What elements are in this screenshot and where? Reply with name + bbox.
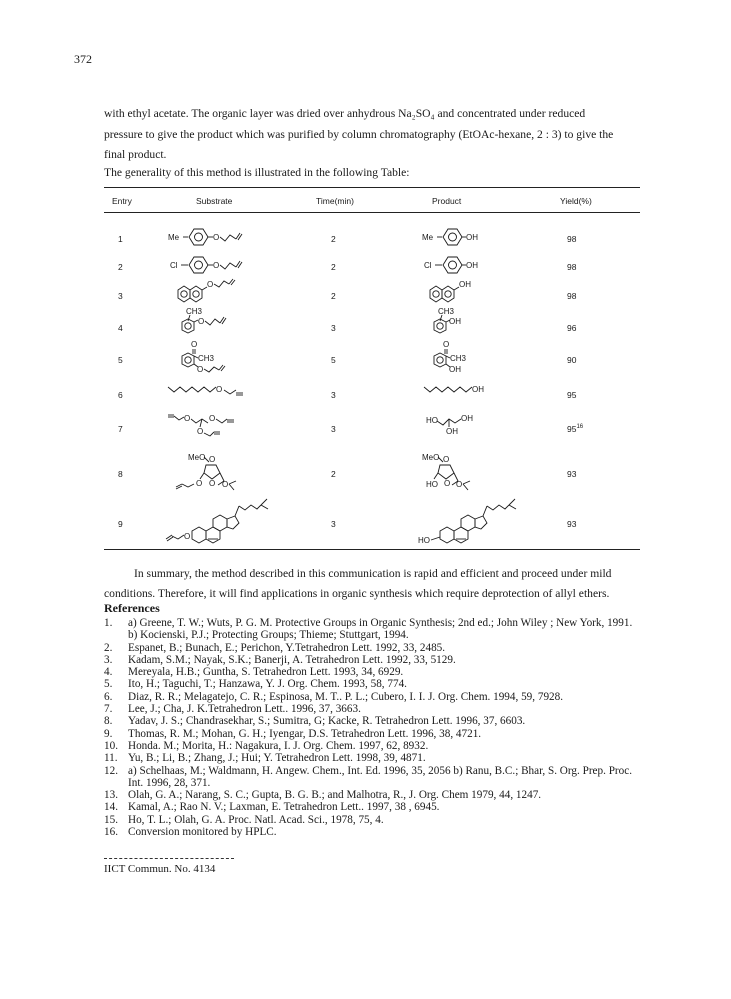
reference-text: Lee, J.; Cha, J. K.Tetrahedron Lett.. 1996, 37, 3663.: [128, 703, 361, 716]
reference-number: 12.: [104, 764, 118, 777]
reference-text: Yadav, J. S.; Chandrasekhar, S.; Sumitra, G; Kacke, R. Tetrahedron Lett. 1996, 37, 6603.: [128, 715, 526, 728]
reference-text: Kamal, A.; Rao N. V.; Laxman, E. Tetrahedron Lett.. 1997, 38 , 6945.: [128, 801, 440, 814]
entry-number: 7: [118, 424, 123, 434]
reference-text: Thomas, R. M.; Mohan, G. H.; Iyengar, D.S. Tetrahedron Lett. 1996, 38, 4721.: [128, 727, 482, 740]
product-structure: [426, 339, 486, 375]
reference-text: Ito, H.; Taguchi, T.; Hanzawa, Y. J. Org. Chem. 1993, 58, 774.: [128, 678, 407, 691]
header-entry: Entry: [112, 196, 132, 206]
substituent-label: MeO: [188, 453, 206, 462]
product-structure: [422, 381, 502, 401]
substrate-structure: [166, 381, 266, 401]
substrate-structure: [174, 339, 244, 375]
svg-text:O: O: [207, 280, 214, 289]
reference-number: 3.: [104, 653, 113, 666]
reference-item: [104, 703, 644, 715]
product-structure: [416, 493, 566, 547]
reference-item: [104, 678, 644, 690]
reference-item: [104, 801, 644, 813]
substituent-label: CH3: [438, 307, 455, 316]
svg-text:O: O: [216, 385, 223, 394]
table-caption: The generality of this method is illustrated in the following Table:: [104, 166, 410, 179]
reaction-time: 3: [331, 519, 336, 529]
reference-item: [104, 691, 644, 703]
svg-text:O: O: [209, 455, 216, 464]
hydroxyl-label: OH: [459, 280, 471, 289]
reaction-time: 3: [331, 424, 336, 434]
yield-value: 93: [567, 469, 577, 479]
svg-text:O: O: [197, 427, 204, 436]
entry-number: 8: [118, 469, 123, 479]
reference-item: [104, 666, 644, 678]
substrate-structure: [166, 223, 256, 249]
svg-text:O: O: [197, 365, 204, 374]
reference-number: 13.: [104, 789, 118, 802]
svg-text:O: O: [196, 479, 203, 488]
reference-number: 6.: [104, 690, 113, 703]
substrate-structure: [166, 451, 256, 493]
yield-reference: 16: [576, 424, 584, 431]
entry-number: 3: [118, 291, 123, 301]
svg-text:O: O: [443, 340, 450, 349]
hydroxyl-label: HO: [418, 536, 430, 545]
product-structure: [424, 275, 494, 309]
reference-item: [104, 814, 644, 826]
substituent-label: CH3: [186, 307, 203, 316]
reference-text: Kadam, S.M.; Nayak, S.K.; Banerji, A. Tetrahedron Lett. 1992, 33, 5129.: [128, 653, 456, 666]
substituent-label: CH3: [198, 354, 215, 363]
product-structure: [420, 223, 500, 249]
svg-text:O: O: [222, 480, 229, 489]
reference-text: Yu, B.; Li, B.; Zhang, J.; Hui; Y. Tetrahedron Lett. 1998, 39, 4871.: [128, 752, 426, 765]
yield-value: 93: [567, 519, 577, 529]
svg-text:O: O: [456, 480, 463, 489]
substrate-structure: [166, 409, 266, 443]
svg-text:O: O: [443, 455, 450, 464]
references-heading: References: [104, 601, 160, 615]
intro-line: final product.: [104, 148, 167, 161]
reference-number: 9.: [104, 727, 113, 740]
reference-number: 5.: [104, 678, 113, 691]
references-list: [104, 617, 644, 838]
reference-number: 8.: [104, 715, 113, 728]
intro-line: with ethyl acetate. The organic layer was dried over anhydrous Na₂SO₄ and concentrated under reduced: [104, 107, 586, 120]
table-header-rule: [104, 212, 640, 213]
intro-paragraph: [104, 104, 640, 166]
svg-text:O: O: [444, 479, 451, 488]
svg-text:O: O: [184, 532, 191, 541]
reference-number: 2.: [104, 641, 113, 654]
hydroxyl-label: OH: [446, 427, 458, 436]
reaction-time: 2: [331, 234, 336, 244]
reference-text: Espanet, B.; Bunach, E.; Perichon, Y.Tetrahedron Lett. 1992, 33, 2485.: [128, 641, 446, 654]
header-product: Product: [432, 196, 462, 206]
references-section: [104, 601, 644, 838]
intro-line: pressure to give the product which was purified by column chromatography (EtOAc-hexane, 2 : 3) to give the: [104, 127, 614, 141]
substituent-label: HO: [426, 416, 438, 425]
yield-value: 96: [567, 323, 577, 333]
substituent-label: Cl: [170, 261, 178, 270]
reference-item: [104, 654, 644, 666]
hydroxyl-label: OH: [466, 233, 478, 242]
entry-number: 6: [118, 390, 123, 400]
substituent-label: Cl: [424, 261, 432, 270]
reference-number: 7.: [104, 703, 113, 716]
yield-value: 90: [567, 355, 577, 365]
substituent-label: Me: [168, 233, 180, 242]
substrate-structure: [174, 305, 244, 339]
reaction-time: 2: [331, 262, 336, 272]
substituent-label: CH3: [450, 354, 467, 363]
yield-value: 98: [567, 262, 577, 272]
reference-item: [104, 715, 644, 727]
reference-item: [104, 617, 644, 642]
hydroxyl-label: OH: [466, 261, 478, 270]
reference-item: [104, 752, 644, 764]
svg-text:O: O: [191, 340, 198, 349]
svg-text:O: O: [209, 414, 216, 423]
footnote: IICT Commun. No. 4134: [104, 863, 216, 875]
reference-number: 1.: [104, 617, 113, 629]
product-structure: [426, 305, 486, 339]
table-top-rule: [104, 187, 640, 188]
hydroxyl-label: HO: [426, 480, 438, 489]
yield-number: 95: [567, 424, 577, 434]
hydroxyl-label: OH: [472, 385, 484, 394]
reference-text: a) Greene, T. W.; Wuts, P. G. M. Protective Groups in Organic Synthesis; 2nd ed.; John Wiley ; New York, 1991. b) Kocienski, P.J.; Protecting Groups; Thieme; Stuttgart, 1994.: [128, 617, 633, 642]
reaction-time: 2: [331, 291, 336, 301]
substituent-label: MeO: [422, 453, 440, 462]
yield-value: 95: [567, 390, 577, 400]
product-structure: [420, 451, 500, 493]
table-bottom-rule: [104, 549, 640, 550]
substrate-structure: [172, 275, 242, 309]
summary-paragraph: [104, 564, 640, 603]
reference-number: 11.: [104, 752, 118, 765]
reference-number: 16.: [104, 826, 118, 839]
page-number: 372: [74, 52, 92, 66]
reference-number: 4.: [104, 666, 113, 679]
summary-line: conditions. Therefore, it will find applications in organic synthesis which require deprotection of allyl ethers.: [104, 586, 610, 600]
reference-text: a) Schelhaas, M.; Waldmann, H. Angew. Chem., Int. Ed. 1996, 35, 2056 b) Ranu, B.C.; Bhar, S. Org. Prep. Proc. Int. 1996, 28, 371.: [128, 764, 633, 789]
reference-item: [104, 765, 644, 790]
product-structure: [424, 409, 504, 443]
yield-value: 98: [567, 234, 577, 244]
svg-text:O: O: [213, 233, 220, 242]
reference-number: 14.: [104, 801, 118, 814]
reference-text: Mereyala, H.B.; Guntha, S. Tetrahedron Lett. 1993, 34, 6929.: [128, 666, 404, 679]
reference-text: Conversion monitored by HPLC.: [128, 826, 277, 839]
product-structure: [422, 251, 502, 277]
reference-text: Diaz, R. R.; Melagatejo, C. R.; Espinosa, M. T.. P. L.; Cubero, I. I. J. Org. Chem. 1994, 59, 7928.: [128, 690, 564, 703]
header-substrate: Substrate: [196, 196, 233, 206]
reference-number: 10.: [104, 739, 118, 752]
yield-value: 98: [567, 291, 577, 301]
substrate-structure: [168, 251, 258, 277]
reaction-time: 3: [331, 390, 336, 400]
reference-item: [104, 740, 644, 752]
reference-item: [104, 826, 644, 838]
svg-text:O: O: [184, 414, 191, 423]
reference-text: Honda. M.; Morita, H.: Nagakura, I. J. Org. Chem. 1997, 62, 8932.: [128, 739, 429, 752]
reference-item: [104, 728, 644, 740]
entry-number: 5: [118, 355, 123, 365]
entry-number: 9: [118, 519, 123, 529]
substrate-structure: [164, 493, 314, 547]
yield-value: [567, 424, 583, 434]
header-time: Time(min): [316, 196, 354, 206]
reference-item: [104, 789, 644, 801]
reaction-time: 5: [331, 355, 336, 365]
entry-number: 2: [118, 262, 123, 272]
header-yield: Yield(%): [560, 196, 592, 206]
hydroxyl-label: OH: [449, 365, 461, 374]
reference-text: Ho, T. L.; Olah, G. A. Proc. Natl. Acad. Sci., 1978, 75, 4.: [128, 813, 384, 826]
hydroxyl-label: OH: [449, 317, 461, 326]
reaction-time: 2: [331, 469, 336, 479]
reference-number: 15.: [104, 813, 118, 826]
substituent-label: Me: [422, 233, 434, 242]
summary-line: In summary, the method described in this communication is rapid and efficient and proceed under mild: [134, 567, 612, 580]
footnote-rule: [104, 858, 234, 859]
svg-text:O: O: [198, 317, 205, 326]
reference-item: [104, 642, 644, 654]
svg-text:O: O: [213, 261, 220, 270]
reference-text: Olah, G. A.; Narang, S. C.; Gupta, B. G. B.; and Malhotra, R., J. Org. Chem 1979, 44, 1247.: [128, 789, 542, 802]
svg-text:O: O: [209, 479, 216, 488]
entry-number: 1: [118, 234, 123, 244]
reaction-time: 3: [331, 323, 336, 333]
entry-number: 4: [118, 323, 123, 333]
hydroxyl-label: OH: [461, 414, 473, 423]
